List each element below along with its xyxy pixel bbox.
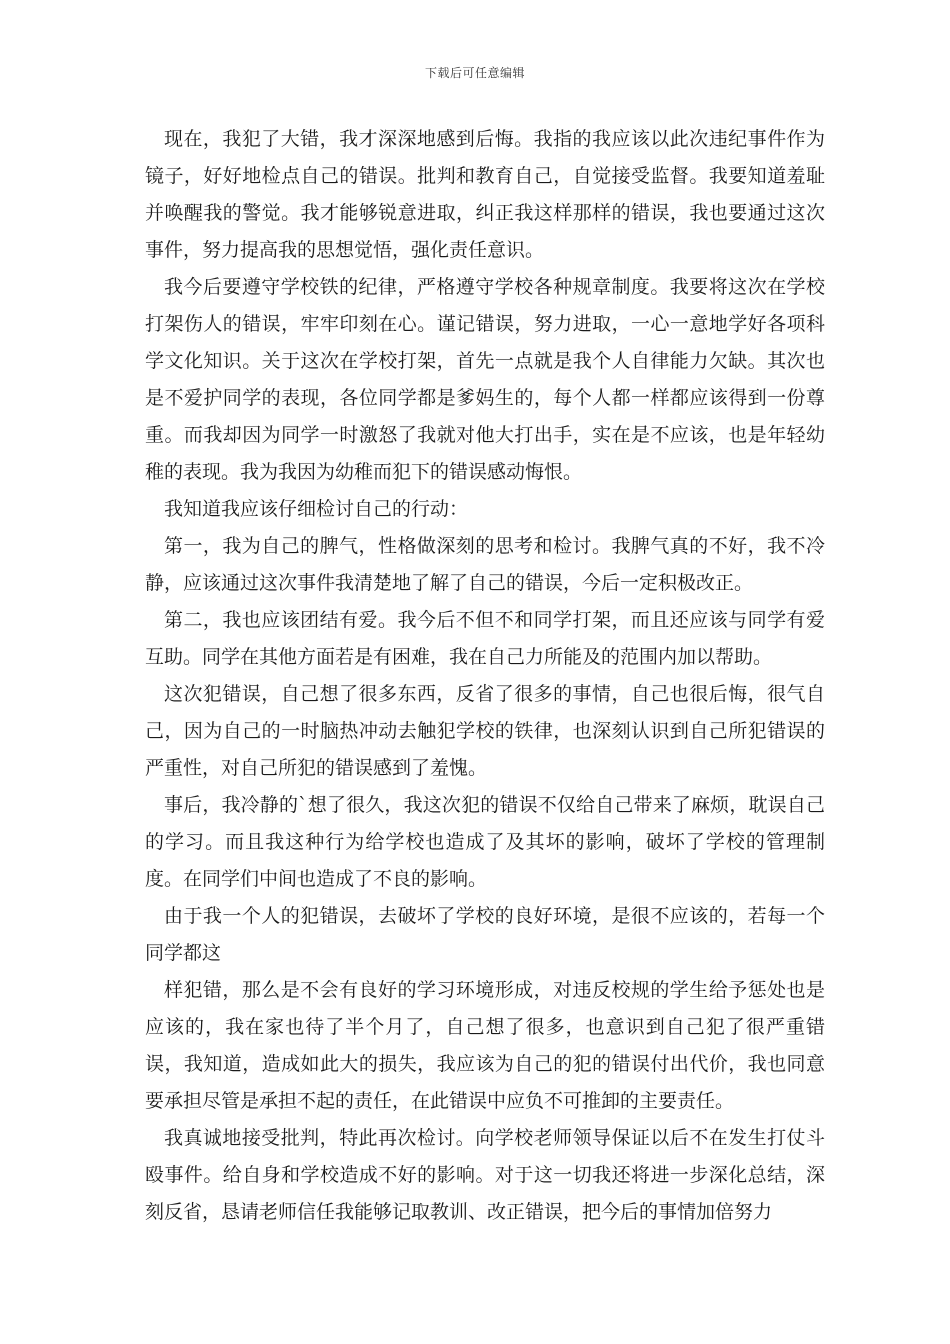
paragraph: 样犯错，那么是不会有良好的学习环境形成，对违反校规的学生给予惩处也是应该的，我在家也待了半个月了，自己想了很多，也意识到自己犯了很严重错误，我知道，造成如此大的损失，我应该为自己的犯的错误付出代价，我也同意要承担尽管是承担不起的责任，在此错误中应负不可推卸的主要责任。: [145, 979, 825, 1112]
paragraph: 现在，我犯了大错，我才深深地感到后悔。我指的我应该以此次违纪事件作为镜子，好好地检点自己的错误。批判和教育自己，自觉接受监督。我要知道羞耻并唤醒我的警觉。我才能够锐意进取，纠正我这样那样的错误，我也要通过这次事件，努力提高我的思想觉悟，强化责任意识。: [145, 128, 825, 261]
page-header-note: 下载后可任意编辑: [424, 66, 525, 80]
document-body: [145, 121, 825, 1231]
paragraph: 这次犯错误，自己想了很多东西，反省了很多的事情，自己也很后悔，很气自己，因为自己的一时脑热冲动去触犯学校的铁律，也深刻认识到自己所犯错误的严重性，对自己所犯的错误感到了羞愧。: [145, 683, 825, 779]
paragraph: 我真诚地接受批判，特此再次检讨。向学校老师领导保证以后不在发生打仗斗殴事件。给自身和学校造成不好的影响。对于这一切我还将进一步深化总结，深刻反省，恳请老师信任我能够记取教训、改正错误，把今后的事情加倍努力: [145, 1127, 825, 1223]
paragraph: 我知道我应该仔细检讨自己的行动：: [164, 498, 469, 520]
paragraph: 事后，我冷静的`想了很久，我这次犯的错误不仅给自己带来了麻烦，耽误自己的学习。而且我这种行为给学校也造成了及其坏的影响，破坏了学校的管理制度。在同学们中间也造成了不良的影响。: [145, 794, 825, 890]
paragraph: 第二，我也应该团结有爱。我今后不但不和同学打架，而且还应该与同学有爱互助。同学在其他方面若是有困难，我在自己力所能及的范围内加以帮助。: [145, 609, 825, 668]
paragraph: 第一，我为自己的脾气，性格做深刻的思考和检讨。我脾气真的不好，我不冷静，应该通过这次事件我清楚地了解了自己的错误，今后一定积极改正。: [145, 535, 825, 594]
paragraph: 我今后要遵守学校铁的纪律，严格遵守学校各种规章制度。我要将这次在学校打架伤人的错误，牢牢印刻在心。谨记错误，努力进取，一心一意地学好各项科学文化知识。关于这次在学校打架，首先一点就是我个人自律能力欠缺。其次也是不爱护同学的表现，各位同学都是爹妈生的，每个人都一样都应该得到一份尊重。而我却因为同学一时激怒了我就对他大打出手，实在是不应该，也是年轻幼稚的表现。我为我因为幼稚而犯下的错误感动悔恨。: [145, 276, 825, 483]
paragraph: 由于我一个人的犯错误，去破坏了学校的良好环境，是很不应该的，若每一个同学都这: [145, 905, 825, 964]
